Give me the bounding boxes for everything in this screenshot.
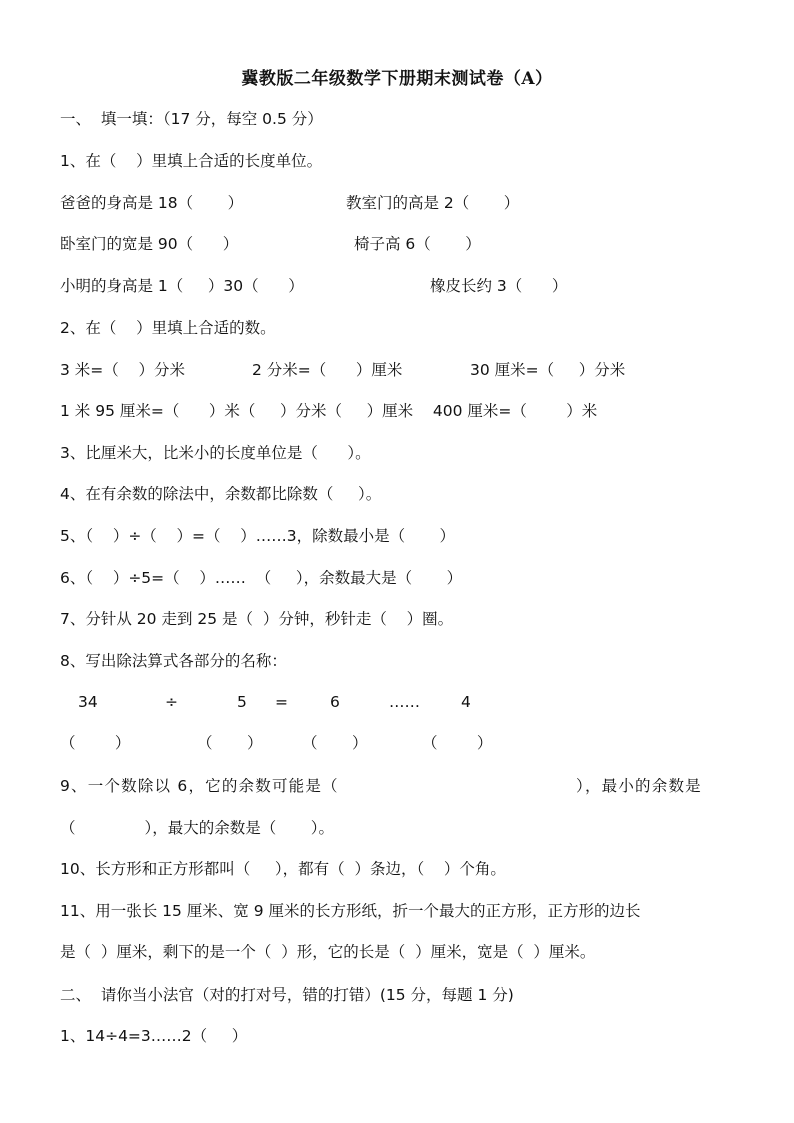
q2-row1-c: 30 厘米=（ ）分米 (470, 361, 626, 379)
q8-blank-3: （ ） (302, 734, 368, 752)
q11-line1: 11、用一张长 15 厘米、宽 9 厘米的长方形纸，折一个最大的正方形，正方形的边长 (60, 902, 641, 920)
q2-row1-b: 2 分米=（ ）厘米 (252, 361, 403, 379)
q1-row3-left: 小明的身高是 1（ ）30（ ） (60, 277, 304, 295)
q2-row2: 1 米 95 厘米=（ ）米（ ）分米（ ）厘米 400 厘米=（ ）米 (60, 402, 598, 420)
q1-row1-right: 教室门的高是 2（ ） (346, 194, 520, 212)
section1-header: 一、 填一填：（17 分，每空 0.5 分） (60, 110, 323, 128)
q2-stem: 2、在（ ）里填上合适的数。 (60, 319, 276, 337)
q8-blank-1: （ ） (60, 734, 131, 752)
section2-header: 二、 请你当小法官（对的打对号，错的打错）(15 分，每题 1 分) (60, 986, 514, 1004)
s2-q1: 1、14÷4=3……2（ ） (60, 1027, 248, 1045)
q1-row2-left: 卧室门的宽是 90（ ） (60, 235, 239, 253)
q8-blank-2: （ ） (197, 734, 263, 752)
q2-row1-a: 3 米=（ ）分米 (60, 361, 185, 379)
q8-divide-sign: ÷ (165, 693, 178, 711)
q1-row2-right: 椅子高 6（ ） (354, 235, 481, 253)
q7: 7、分针从 20 走到 25 是（ ）分钟，秒针走（ ）圈。 (60, 610, 454, 628)
q1-row1-left: 爸爸的身高是 18（ ） (60, 194, 244, 212)
q5: 5、（ ）÷（ ）=（ ）……3，除数最小是（ ） (60, 527, 456, 545)
q4: 4、在有余数的除法中，余数都比除数（ ）。 (60, 485, 382, 503)
q8-remainder: 4 (461, 693, 471, 711)
q8-quotient: 6 (330, 693, 340, 711)
q1-row3-right: 橡皮长约 3（ ） (430, 277, 568, 295)
page-title: 冀教版二年级数学下册期末测试卷（A） (241, 69, 553, 89)
q8-blank-4: （ ） (422, 734, 493, 752)
q9-line1-left: 9、一个数除以 6，它的余数可能是（ (60, 777, 339, 795)
q8-stem: 8、写出除法算式各部分的名称： (60, 652, 287, 670)
q8-dividend: 34 (78, 693, 98, 711)
q3: 3、比厘米大，比米小的长度单位是（ ）。 (60, 444, 371, 462)
q1-stem: 1、在（ ）里填上合适的长度单位。 (60, 152, 323, 170)
q9-line1-right: ），最小的余数是 (576, 777, 702, 795)
q8-ellipsis: …… (389, 693, 420, 711)
q8-equals-sign: = (275, 693, 288, 711)
q8-divisor: 5 (237, 693, 247, 711)
q11-line2: 是（ ）厘米，剩下的是一个（ ）形，它的长是（ ）厘米，宽是（ ）厘米。 (60, 943, 596, 961)
q10: 10、长方形和正方形都叫（ ），都有（ ）条边，（ ）个角。 (60, 860, 506, 878)
q9-line2: （ ），最大的余数是（ ）。 (60, 819, 334, 837)
q6: 6、（ ）÷5=（ ）…… （ ），余数最大是（ ） (60, 569, 463, 587)
